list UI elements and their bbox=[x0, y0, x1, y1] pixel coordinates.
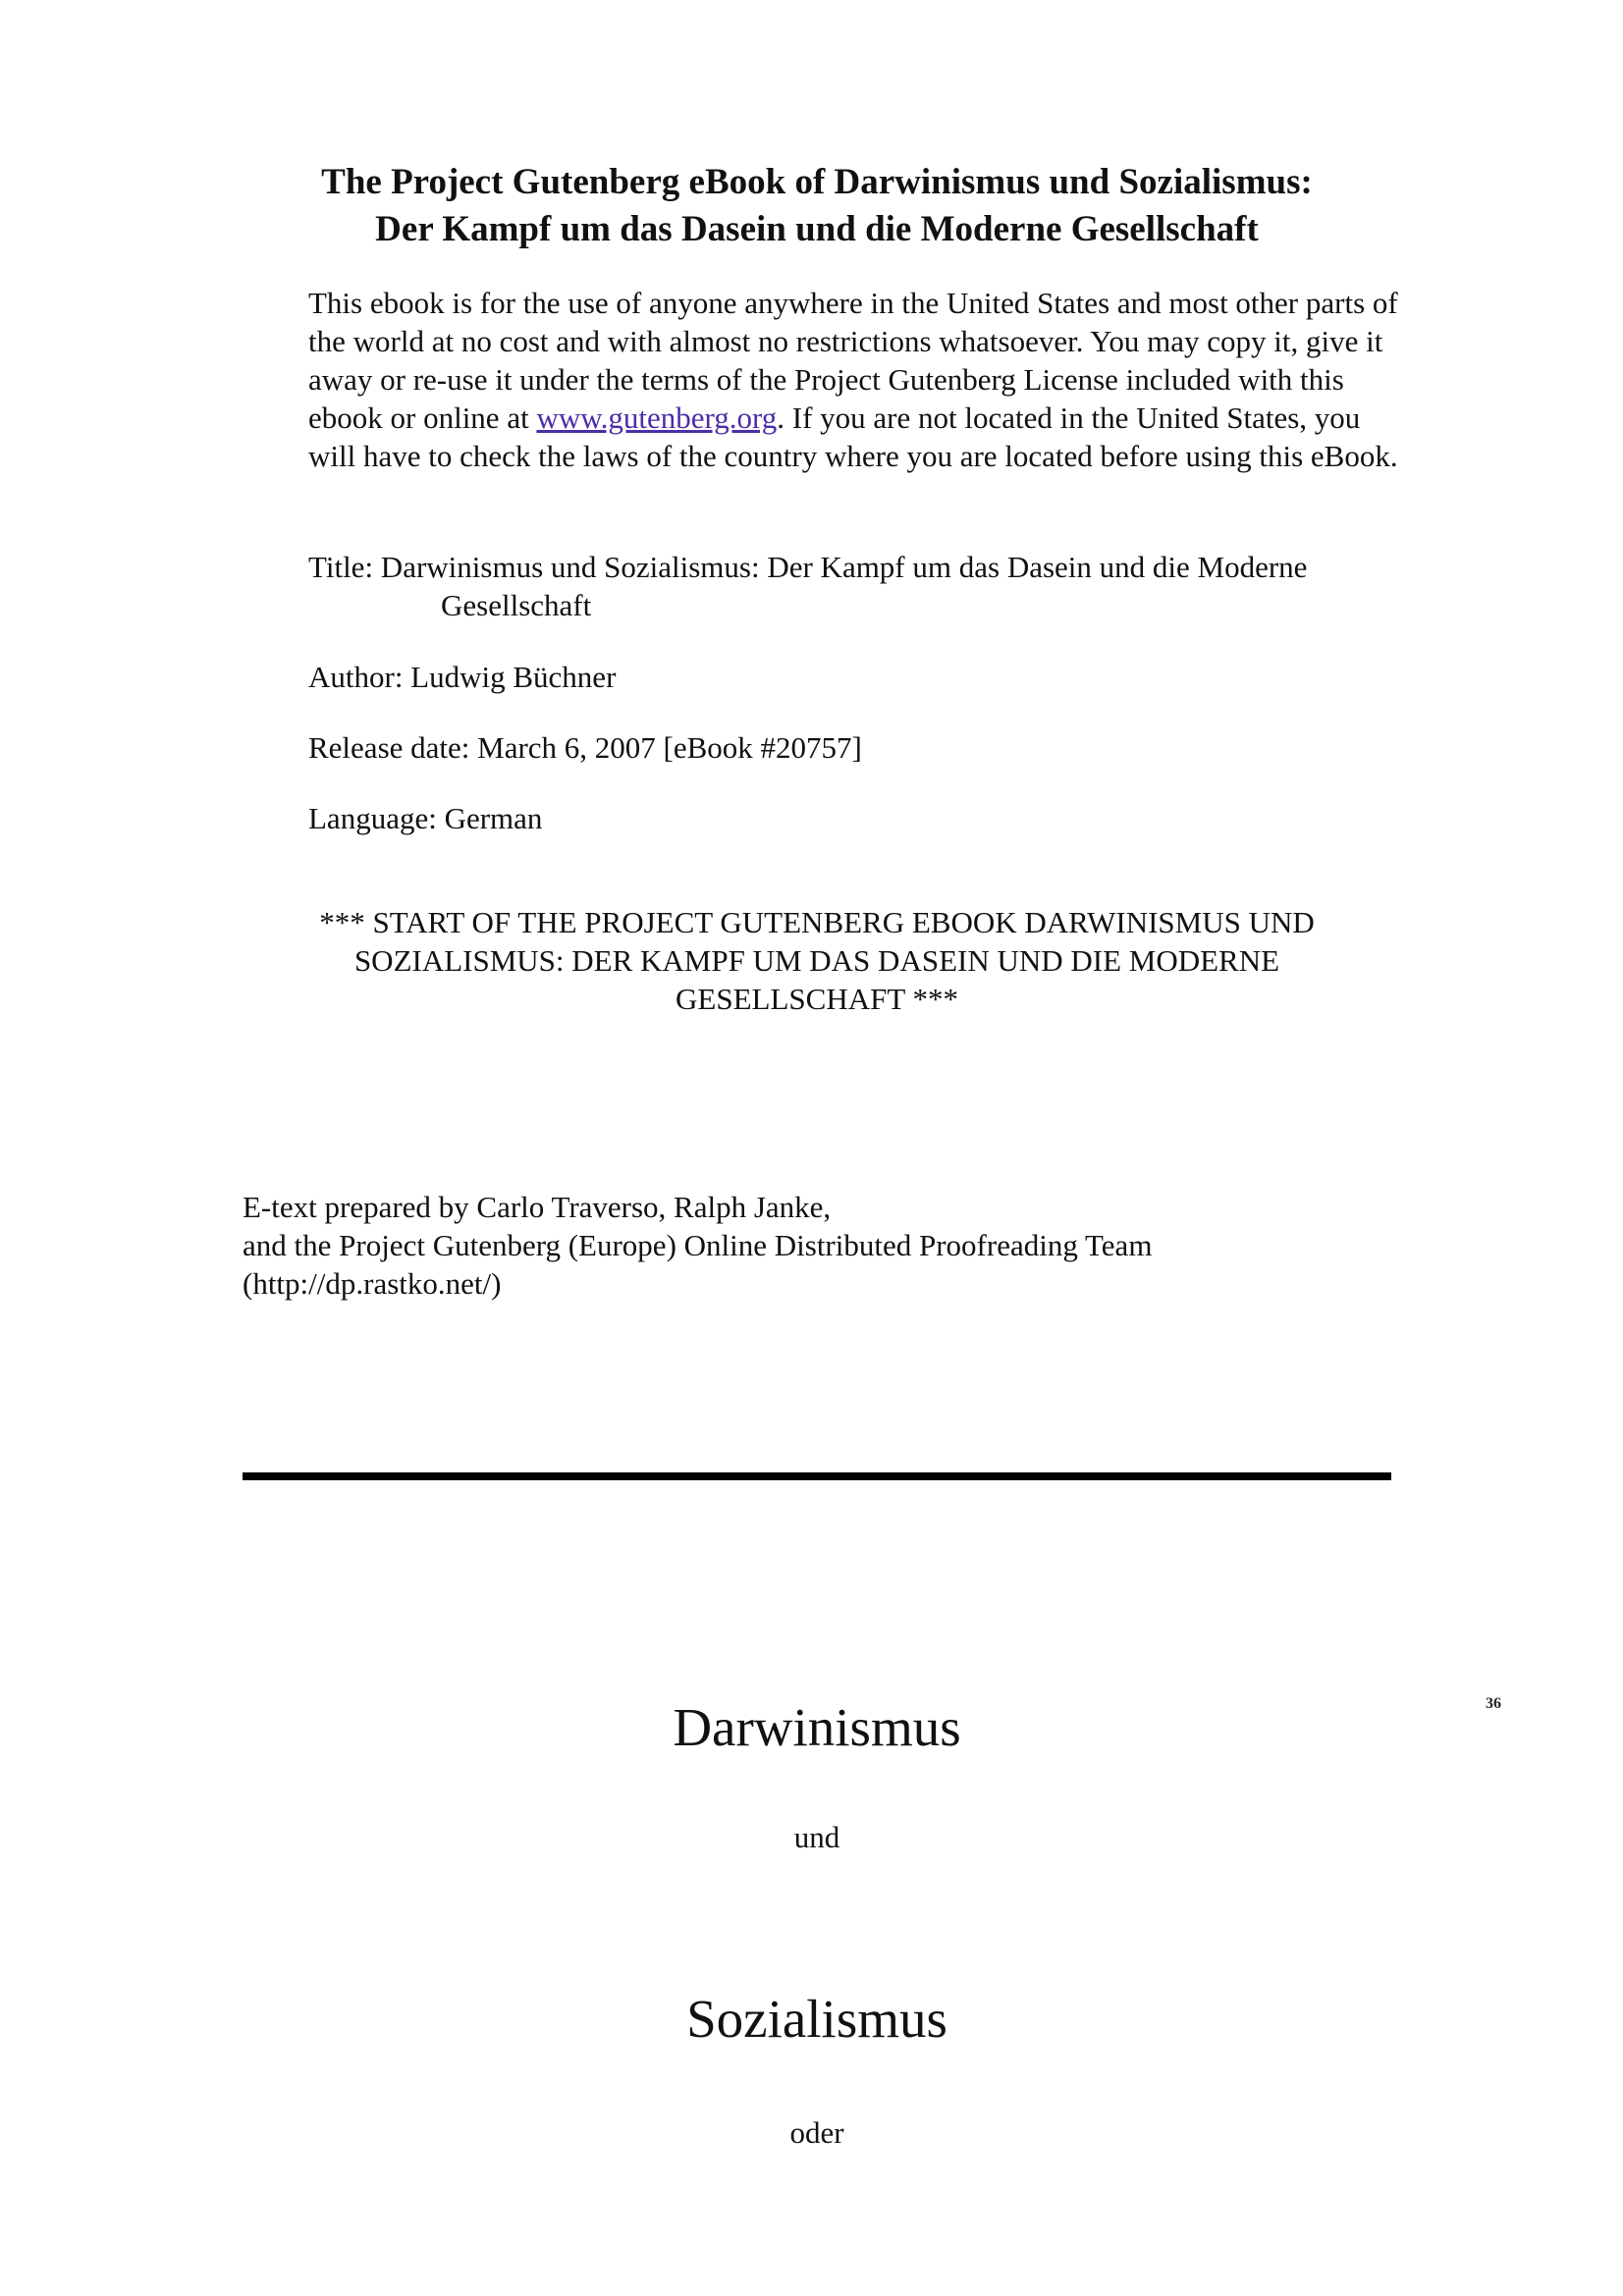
etext-credits bbox=[243, 1188, 1391, 1303]
meta-title bbox=[308, 548, 1398, 624]
intro-text-before-link: This ebook is for the use of anyone anywhere in the United States and most other parts of the world at no cost and with almost no restrictions whatsoever. You may copy it, give it away or re-use it under the terms of the Project Gutenberg License included with this ebook or online at bbox=[308, 286, 1398, 435]
start-marker-line-1: *** START OF THE PROJECT GUTENBERG EBOOK DARWINISMUS UND bbox=[319, 905, 1315, 939]
page-number: 36 bbox=[1486, 1695, 1501, 1712]
book-title-oder: oder bbox=[789, 2115, 844, 2150]
ebook-title bbox=[243, 159, 1391, 253]
start-marker-line-3: GESELLSCHAFT *** bbox=[676, 982, 958, 1016]
start-marker bbox=[243, 903, 1391, 1018]
credits-line-2: and the Project Gutenberg (Europe) Online Distributed Proofreading Team bbox=[243, 1228, 1153, 1262]
meta-author: Author: Ludwig Büchner bbox=[308, 660, 617, 694]
horizontal-rule bbox=[243, 1472, 1391, 1480]
book-title-und: und bbox=[793, 1820, 840, 1854]
start-marker-line-2: SOZIALISMUS: DER KAMPF UM DAS DASEIN UND DIE MODERNE bbox=[353, 943, 1280, 978]
meta-language: Language: German bbox=[308, 801, 543, 835]
ebook-title-line-1: The Project Gutenberg eBook of Darwinismus und Sozialismus: bbox=[321, 162, 1313, 202]
license-intro-paragraph bbox=[308, 284, 1398, 475]
credits-line-3: (http://dp.rastko.net/) bbox=[243, 1266, 502, 1301]
meta-release-date: Release date: March 6, 2007 [eBook #20757] bbox=[308, 730, 862, 765]
meta-title-label: Title: Darwinismus und Sozialismus: Der Kampf um das Dasein und die Moderne bbox=[308, 550, 1308, 584]
meta-title-continuation: Gesellschaft bbox=[441, 588, 592, 622]
intro-text-after-link: . If you are not located in the United States, you will have to check the laws of the country where you are located before using this eBook. bbox=[308, 400, 1398, 473]
gutenberg-link[interactable]: www.gutenberg.org bbox=[536, 400, 778, 435]
credits-line-1: E-text prepared by Carlo Traverso, Ralph Janke, bbox=[243, 1190, 832, 1224]
book-title-darwinismus: Darwinismus bbox=[673, 1697, 961, 1757]
ebook-title-line-2: Der Kampf um das Dasein und die Moderne Gesellschaft bbox=[375, 209, 1259, 249]
book-title-sozialismus: Sozialismus bbox=[686, 1989, 947, 2049]
